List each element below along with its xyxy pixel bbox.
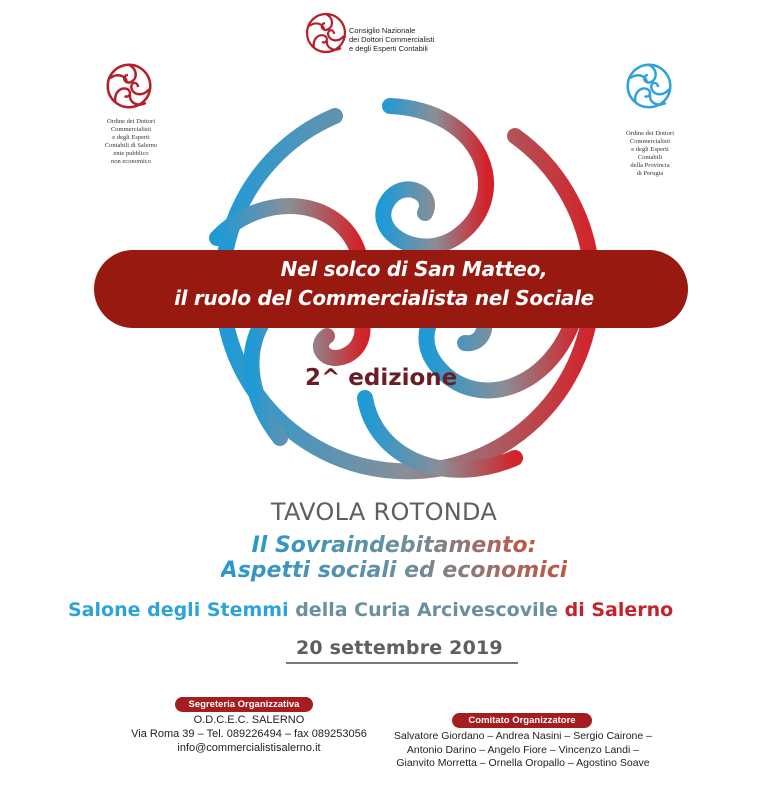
contact-line: O.D.C.E.C. SALERNO — [193, 714, 305, 726]
event-subtitle-line-1 — [0, 533, 768, 558]
event-date: 20 settembre 2019 — [296, 637, 503, 659]
edition-label: 2^ edizione — [305, 365, 458, 391]
cndcec-line: dei Dottori Commercialisti — [349, 35, 435, 44]
subtitle-text: Il Sovraindebitamento: — [251, 533, 537, 558]
cndcec-logo — [304, 8, 484, 78]
committee-label: Comitato Organizzatore — [452, 713, 592, 728]
event-type: TAVOLA ROTONDA — [270, 498, 498, 526]
contact-email: info@commercialistisalerno.it — [177, 742, 321, 754]
venue-part: della — [295, 599, 355, 621]
caption-line: Contabili di Salerno — [104, 142, 158, 149]
odcec-salerno-logo — [92, 58, 172, 188]
caption-line: non economico — [111, 158, 151, 165]
secretariat-contact — [130, 713, 368, 755]
caption-line: ente pubblico — [113, 150, 149, 157]
caption-line: della Provincia — [630, 162, 670, 169]
cndcec-caption — [349, 26, 434, 53]
caption-line: Commercialisti — [110, 126, 152, 133]
banner-title-line-1: Nel solco di San Matteo, — [280, 257, 548, 281]
venue-part: Curia Arcivescovile — [354, 599, 565, 621]
secretariat-label: Segreteria Organizzativa — [175, 697, 313, 712]
caption-line: Ordine dei Dottori — [106, 118, 156, 125]
odcec-salerno-caption — [86, 118, 176, 166]
subtitle-text: Aspetti sociali ed economici — [220, 558, 568, 583]
members-line: Salvatore Giordano – Andrea Nasini – Sergio Cairone – — [394, 730, 652, 742]
caption-line: e degli Esperti — [112, 134, 150, 141]
odcec-salerno-emblem-icon — [96, 58, 162, 114]
members-line: Antonio Darino – Angelo Fiore – Vincenzo Landi – — [406, 743, 640, 756]
caption-line: Commercialisti — [629, 138, 671, 145]
committee-members — [392, 730, 654, 771]
odcec-perugia-emblem-icon — [616, 58, 682, 114]
cndcec-line: e degli Esperti Contabili — [349, 44, 428, 53]
odcec-perugia-caption — [606, 130, 694, 178]
members-line: Gianvito Morretta – Ornella Oropallo – Agostino Soave — [396, 757, 650, 769]
date-underline — [286, 662, 518, 664]
banner-title-line-2: il ruolo del Commercialista nel Sociale — [174, 286, 594, 310]
contact-line: Via Roma 39 – Tel. 089226494 – fax 089253056 — [131, 728, 367, 740]
caption-line: Ordine dei Dottori — [625, 130, 675, 137]
caption-line: e degli Esperti — [631, 146, 669, 153]
venue-part: Salone degli Stemmi — [68, 599, 296, 621]
venue-part: di Salerno — [564, 599, 674, 621]
caption-line: Contabili — [637, 154, 663, 161]
cndcec-emblem-icon — [304, 8, 348, 58]
odcec-perugia-logo — [610, 58, 690, 188]
event-venue — [68, 599, 673, 621]
cndcec-line: Consiglio Nazionale — [349, 26, 416, 35]
event-subtitle-line-2 — [0, 558, 768, 583]
caption-line: di Perugia — [636, 170, 664, 177]
